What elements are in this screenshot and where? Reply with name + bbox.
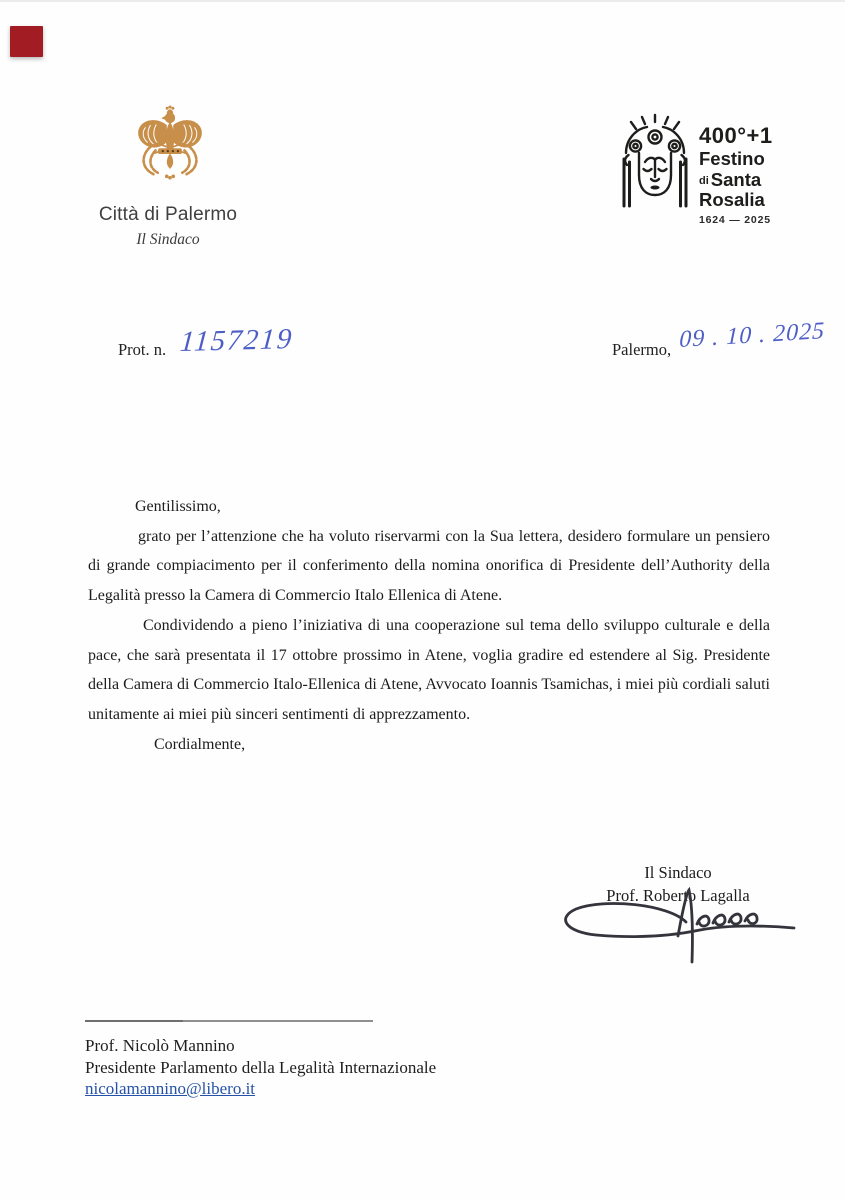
- santa-rosalia-logo-icon: [618, 113, 692, 209]
- signature-title: Il Sindaco: [644, 863, 712, 882]
- office-title: Il Sindaco: [136, 231, 200, 248]
- palermo-eagle-emblem-icon: [134, 104, 206, 204]
- footer-role: Presidente Parlamento della Legalità Internazionale: [85, 1057, 437, 1077]
- paragraph-1: grato per l’attenzione che ha voluto riservarmi con la Sua lettera, desidero formulare un pensiero di grande compiacimento per il conferimento della nomina onorifica di Presidente dell’Authority della Legalità presso la Camera di Commercio Italo Ellenica di Atene.: [88, 527, 770, 605]
- dateline-date-handwritten: 09 . 10 . 2025: [679, 317, 826, 353]
- footer-contact: [85, 1035, 545, 1100]
- red-square-marker: [10, 26, 43, 57]
- protocol-label: Prot. n.: [118, 340, 167, 359]
- festino-line3: di Santa: [699, 168, 762, 190]
- festino-years: 1624 — 2025: [699, 213, 771, 226]
- festino-title: 400°+1: [699, 123, 773, 148]
- footer-name: Prof. Nicolò Mannino: [85, 1036, 235, 1055]
- dateline-city: Palermo,: [612, 340, 672, 359]
- footer-divider: [85, 1020, 373, 1022]
- protocol-number-handwritten: 1157219: [178, 322, 295, 359]
- festino-line2: Festino: [699, 148, 765, 169]
- letter-body: [88, 492, 770, 759]
- paragraph-2: Condividendo a pieno l’iniziativa di una cooperazione sul tema dello sviluppo culturale e della pace, che sarà presentata il 17 ottobre prossimo in Atene, voglia gradire ed estendere al Sig. Presidente della Camera di Commercio Italo-Ellenica di Atene, Avvocato Ioannis Tsamichas, i miei più cordiali saluti unitamente ai miei più sinceri sentimenti di apprezzamento.: [88, 616, 770, 723]
- mayor-signature: [556, 886, 804, 968]
- salutation: Gentilissimo,: [135, 498, 221, 515]
- festino-line4: Rosalia: [699, 189, 765, 210]
- closing: Cordialmente,: [154, 735, 246, 753]
- festino-logo-text: [699, 125, 819, 225]
- signature-name: Prof. Roberto Lagalla: [606, 886, 750, 905]
- footer-email-link[interactable]: nicolamannino@libero.it: [85, 1079, 256, 1098]
- city-name: Città di Palermo: [98, 204, 238, 225]
